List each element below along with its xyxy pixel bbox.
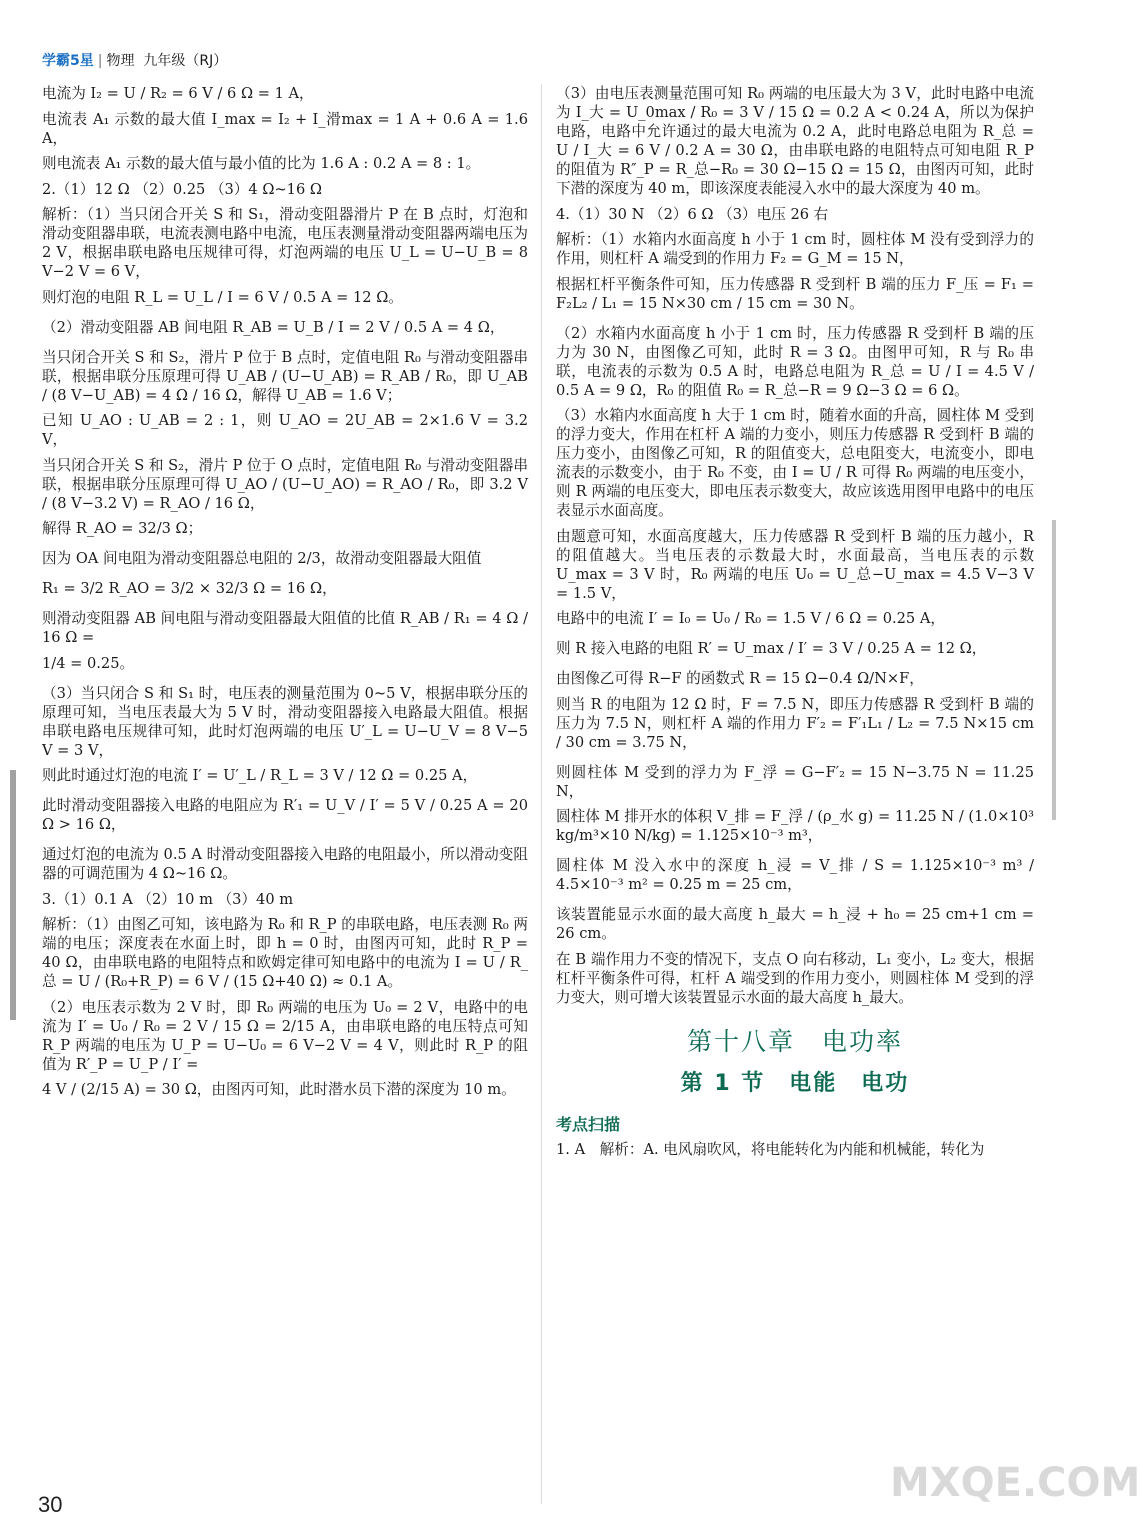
watermark-logo: MXQE.COM <box>890 1460 1140 1506</box>
page-number: 30 <box>38 1492 63 1517</box>
section-title: 第 1 节 电能 电功 <box>680 1070 910 1096</box>
paragraph: 由图像乙可得 R−F 的函数式 R = 15 Ω−0.4 Ω/N×F， <box>556 670 924 687</box>
paragraph: 则滑动变阻器 AB 间电阻与滑动变阻器最大阻值的比值 R_AB / R₁ = 4 Ω / 16 Ω = <box>42 610 528 646</box>
paragraph: 解析：（1）当只闭合开关 S 和 S₁，滑动变阻器滑片 P 在 B 点时，灯泡和滑动变阻器串联，电流表测电路中电流，电压表测量滑动变阻器两端电压为 2 V，根据串联电路电压规律可得，灯泡两端的电压 U_L = U−U_B = 8 V−2 V = 6 V， <box>42 206 528 280</box>
brand-logo: 学霸5星 <box>42 53 94 69</box>
left-column <box>42 84 528 1106</box>
grade-label: 九年级（RJ） <box>143 53 228 69</box>
paragraph: 通过灯泡的电流为 0.5 A 时滑动变阻器接入电路的电阻最小，所以滑动变阻器的可调范围为 4 Ω~16 Ω。 <box>42 846 528 882</box>
paragraph: 圆柱体 M 排开水的体积 V_排 = F_浮 / (ρ_水 g) = 11.25 N / (1.0×10³ kg/m³×10 N/kg) = 1.125×10⁻³ m³， <box>556 808 1034 844</box>
paragraph: 此时滑动变阻器接入电路的电阻应为 R′₁ = U_V / I′ = 5 V / 0.25 A = 20 Ω > 16 Ω， <box>42 797 528 833</box>
paragraph: 当只闭合开关 S 和 S₂，滑片 P 位于 O 点时，定值电阻 R₀ 与滑动变阻器串联，根据串联分压原理可得 U_AO / (U−U_AO) = R_AO / R₀，即 3.2 V / (8 V−3.2 V) = R_AO / 16 Ω， <box>42 456 528 512</box>
paragraph: （2）电压表示数为 2 V 时，即 R₀ 两端的电压为 U₀ = 2 V，电路中的电流为 I′ = U₀ / R₀ = 2 V / 15 Ω = 2/15 A，由串联电路的电压特点可知 R_P 两端的电压为 U_P = U−U₀ = 6 V−2 V = 4 V，则此时 R_P 的阻值为 R′_P = U_P / I′ = <box>42 998 528 1073</box>
paragraph: （2）水箱内水面高度 h 小于 1 cm 时，压力传感器 R 受到杆 B 端的压力为 30 N，由图像乙可知，此时 R = 3 Ω。由图甲可知，R 与 R₀ 串联，电流表的示数为 0.5 A 时，电路总电阻为 R_总 = U / I = 4.5 V / 0.5 A = 9 Ω，R₀ 的阻值 R₀ = R_总−R = 9 Ω−3 Ω = 6 Ω。 <box>556 324 1034 399</box>
chapter-title: 第十八章 电功率 <box>686 1026 903 1056</box>
paragraph: 圆柱体 M 没入水中的深度 h_浸 = V_排 / S = 1.125×10⁻³ m³ / 4.5×10⁻³ m² = 0.25 m = 25 cm， <box>556 857 1034 893</box>
page-header: 学霸5星 | 物理 九年级（RJ） <box>42 53 228 69</box>
paragraph: 已知 U_AO : U_AB = 2 : 1，则 U_AO = 2U_AB = 2×1.6 V = 3.2 V， <box>42 412 528 448</box>
paragraph: 电路中的电流 I′ = I₀ = U₀ / R₀ = 1.5 V / 6 Ω = 0.25 A， <box>556 610 945 627</box>
right-column <box>556 84 1034 1165</box>
paragraph: （3）当只闭合 S 和 S₁ 时，电压表的测量范围为 0~5 V，根据串联分压的原理可知，当电压表最大为 5 V 时，滑动变阻器接入电路最大阻值。根据串联电路电压规律可知，此时灯泡两端的电压 U′_L = U−U_V = 8 V−5 V = 3 V， <box>42 684 528 759</box>
paragraph: 则电流表 A₁ 示数的最大值与最小值的比为 1.6 A : 0.2 A = 8 : 1。 <box>42 155 481 172</box>
paragraph: 则圆柱体 M 受到的浮力为 F_浮 = G−F′₂ = 15 N−3.75 N = 11.25 N， <box>556 763 1034 800</box>
paragraph: 解得 R_AO = 32/3 Ω； <box>42 520 203 537</box>
paragraph: 解析：（1）由图乙可知，该电路为 R₀ 和 R_P 的串联电路，电压表测 R₀ 两端的电压；深度表在水面上时，即 h = 0 时，由图丙可知，此时 R_P = 40 Ω，由串联电路的电阻特点和欧姆定律可知电路中的电流为 I = U / R_总 = U / (R₀+R_P) = 6 V / (15 Ω+40 Ω) ≈ 0.1 A。 <box>42 916 528 990</box>
paragraph: 根据杠杆平衡条件可知，压力传感器 R 受到杆 B 端的压力 F_压 = F₁ = F₂L₂ / L₁ = 15 N×30 cm / 15 cm = 30 N。 <box>556 275 1034 312</box>
paragraph: 电流表 A₁ 示数的最大值 I_max = I₂ + I_滑max = 1 A + 0.6 A = 1.6 A， <box>42 110 528 147</box>
paragraph: 因为 OA 间电阻为滑动变阻器总电阻的 2/3，故滑动变阻器最大阻值 <box>42 550 482 567</box>
answer-line: 2.（1）12 Ω （2）0.25 （3）4 Ω~16 Ω <box>42 180 322 198</box>
subject-label: 物理 <box>106 53 135 69</box>
answer-line: 4.（1）30 N （2）6 Ω （3）电压 26 右 <box>556 205 829 223</box>
paragraph: 1/4 = 0.25。 <box>42 654 135 672</box>
paragraph: 该装置能显示水面的最大高度 h_最大 = h_浸 + h₀ = 25 cm+1 cm = 26 cm。 <box>556 906 1034 942</box>
paragraph: （3）由电压表测量范围可知 R₀ 两端的电压最大为 3 V，此时电路中电流为 I_大 = U_0max / R₀ = 3 V / 15 Ω = 0.2 A < 0.24 A，所以为保护电路，电路中允许通过的最大电流为 0.2 A，此时电路总电阻为 R_总 = U / I_大 = 6 V / 0.2 A = 30 Ω，由串联电路的电阻特点可知电阻 R_P 的阻值为 R″_P = R_总−R₀ = 30 Ω−15 Ω = 15 Ω，由图丙可知，此时下潜的深度为 40 m，即该深度表能浸入水中的最大深度为 40 m。 <box>556 85 1034 197</box>
scan-edge-mark-right <box>1052 520 1056 820</box>
paragraph: 则当 R 的电阻为 12 Ω 时，F = 7.5 N，即压力传感器 R 受到杆 B 端的压力为 7.5 N，则杠杆 A 端的作用力 F′₂ = F′₁L₁ / L₂ = 7.5 N×15 cm / 30 cm = 3.75 N， <box>556 695 1034 751</box>
column-divider <box>541 84 542 1504</box>
paragraph: 电流为 I₂ = U / R₂ = 6 V / 6 Ω = 1 A， <box>42 85 314 102</box>
paragraph: 在 B 端作用力不变的情况下，支点 O 向右移动，L₁ 变小，L₂ 变大，根据杠杆平衡条件可得，杠杆 A 端受到的作用力变小，则圆柱体 M 受到的浮力变大，则可增大该装置显示水面的最大高度 h_最大。 <box>556 950 1034 1006</box>
paragraph: 解析：（1）水箱内水面高度 h 小于 1 cm 时，圆柱体 M 没有受到浮力的作用，则杠杆 A 端受到的作用力 F₂ = G_M = 15 N， <box>556 231 1034 267</box>
answer-line: 3.（1）0.1 A （2）10 m （3）40 m <box>42 890 294 908</box>
paragraph: 则 R 接入电路的电阻 R′ = U_max / I′ = 3 V / 0.25 A = 12 Ω， <box>556 640 987 657</box>
paragraph: （3）水箱内水面高度 h 大于 1 cm 时，随着水面的升高，圆柱体 M 受到的浮力变大，作用在杠杆 A 端的力变小，则压力传感器 R 受到杆 B 端的压力变小，由图像乙可知，R 的阻值变大，总电阻变大，电流变小，即电流表的示数变小，由于 R₀ 不变，由 I = U / R 可得 R₀ 两端的电压变小，则 R 两端的电压变大，即电压表示数变大，故应该选用图甲电路中的电压表显示水面高度。 <box>556 407 1034 519</box>
paragraph: R₁ = 3/2 R_AO = 3/2 × 32/3 Ω = 16 Ω， <box>42 580 337 597</box>
paragraph: 当只闭合开关 S 和 S₂，滑片 P 位于 B 点时，定值电阻 R₀ 与滑动变阻器串联，根据串联分压原理可得 U_AB / (U−U_AB) = R_AB / R₀，即 U_AB / (8 V−U_AB) = 4 Ω / 16 Ω，解得 U_AB = 1.6 V； <box>42 348 528 404</box>
scan-edge-mark <box>10 770 16 1020</box>
paragraph: 则此时通过灯泡的电流 I′ = U′_L / R_L = 3 V / 12 Ω = 0.25 A， <box>42 767 478 784</box>
paragraph: 1. A 解析：A. 电风扇吹风，将电能转化为内能和机械能，转化为 <box>556 1140 985 1158</box>
paragraph: （2）滑动变阻器 AB 间电阻 R_AB = U_B / I = 2 V / 0.5 A = 4 Ω， <box>42 318 505 336</box>
paragraph: 由题意可知，水面高度越大，压力传感器 R 受到杆 B 端的压力越小，R 的阻值越大。当电压表的示数最大时，水面最高，当电压表的示数 U_max = 3 V 时，R₀ 两端的电压 U₀ = U_总−U_max = 4.5 V−3 V = 1.5 V， <box>556 527 1034 602</box>
paragraph: 则灯泡的电阻 R_L = U_L / I = 6 V / 0.5 A = 12 Ω。 <box>42 288 403 306</box>
kaodian-heading: 考点扫描 <box>556 1114 621 1134</box>
paragraph: 4 V / (2/15 A) = 30 Ω，由图丙可知，此时潜水员下潜的深度为 10 m。 <box>42 1081 516 1098</box>
